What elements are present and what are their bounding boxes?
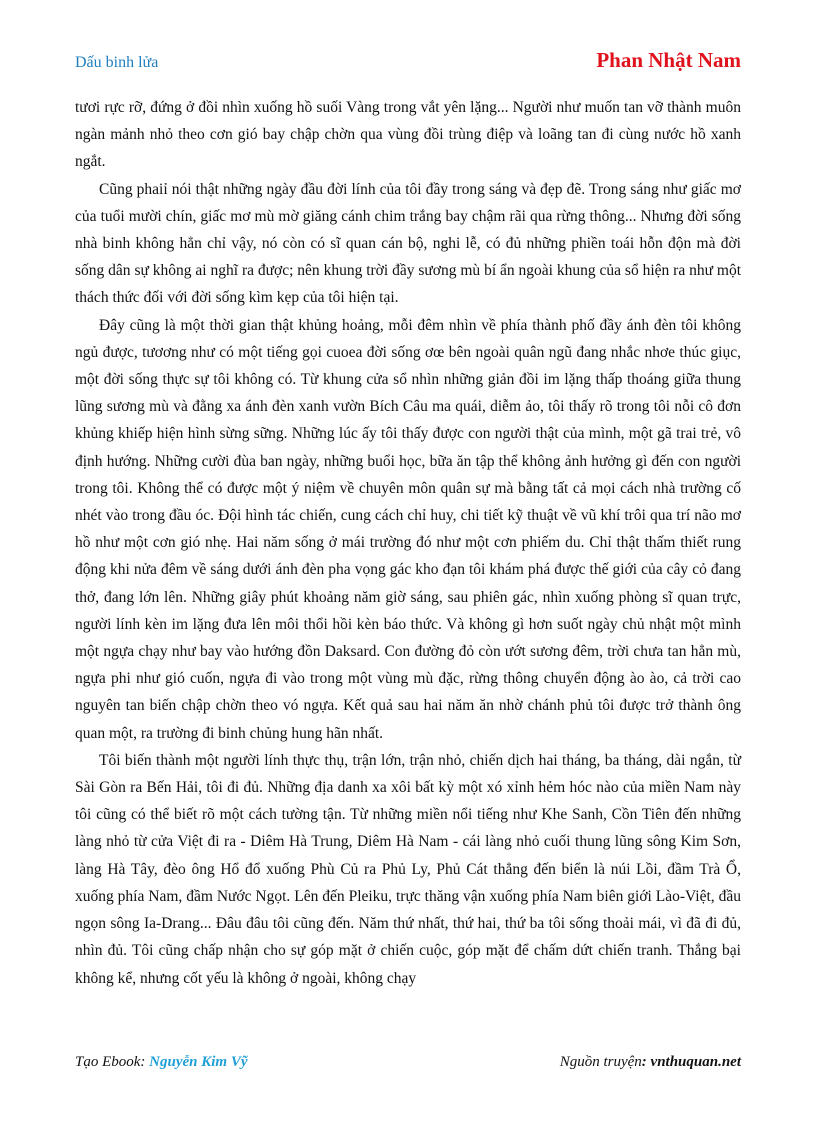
- page-body: [75, 94, 741, 992]
- paragraph-1: tươi rực rỡ, đứng ở đồi nhìn xuống hồ suối Vàng trong vắt yên lặng... Người như muốn tan vỡ thành muôn ngàn mảnh nhỏ theo cơn gió bay chập chờn qua vùng đồi trùng điệp và loãng tan đi cùng nước hồ xanh ngắt.: [75, 99, 741, 171]
- author-name: Phan Nhật Nam: [596, 48, 741, 72]
- ebook-creator: Nguyễn Kim Vỹ: [149, 1054, 248, 1070]
- ebook-credit: Tạo Ebook: Nguyễn Kim Vỹ: [75, 1054, 248, 1070]
- page-footer: [75, 1054, 741, 1078]
- ebook-label: Tạo Ebook: [75, 1054, 141, 1070]
- page-header: [75, 48, 741, 76]
- source-credit: Nguồn truyện: vnthuquan.net: [559, 1054, 741, 1070]
- source-site: vnthuquan.net: [650, 1054, 741, 1070]
- paragraph-2: Cũng phaiỉ nói thật những ngày đầu đời lính của tôi đầy trong sáng và đẹp đẽ. Trong sáng như giấc mơ của tuổi mười chín, giấc mơ mù mờ giăng cánh chim trắng bay chậm rãi qua rừng thông... Nhưng đời sống nhà binh không hẳn chỉ vậy, nó còn có sĩ quan cán bộ, nghi lễ, có đủ những phiền toái hỗn độn mà đời sống dân sự không ai nghĩ ra được; nên khung trời đầy sương mù bí ẩn ngoài khung của sổ hiện ra như một thách thức đối với đời sống kìm kẹp của tôi hiện tại.: [75, 180, 741, 307]
- source-label: Nguồn truyện: [559, 1054, 642, 1070]
- book-title: Dấu binh lửa: [75, 54, 159, 71]
- paragraph-4: Tôi biến thành một người lính thực thụ, trận lớn, trận nhỏ, chiến dịch hai tháng, ba tháng, dài ngắn, từ Sài Gòn ra Bến Hải, tôi đi đủ. Những địa danh xa xôi bất kỳ một xó xỉnh hẻm hóc nào của miền Nam này tôi cũng có thể biết rõ một cách tường tận. Từ những miền nổi tiếng như Khe Sanh, Cồn Tiên đến những làng nhỏ từ cửa Việt đi ra - Diêm Hà Trung, Diêm Hà Nam - cái làng nhỏ cuối thung lũng sông Kim Sơn, làng Hà Tây, đèo ông Hổ đổ xuống Phù Củ ra Phủ Ly, Phủ Cát thẳng đến biển là núi Lồi, đầm Trà Ổ, xuống phía Nam, đầm Nước Ngọt. Lên đến Pleiku, trực thăng vận xuống phía Nam biên giới Lào-Việt, đầu ngọn sông Ia-Drang... Đâu đâu tôi cũng đến. Năm thứ nhất, thứ hai, thứ ba tôi sống thoải mái, vì đã đi đủ, nhìn đủ. Tôi cũng chấp nhận cho sự góp mặt ở chiến cuộc, góp mặt để chấm dứt chiến tranh. Thắng bại không kể, nhưng cốt yếu là không ở ngoài, không chạy: [75, 751, 741, 987]
- paragraph-3: Đây cũng là một thời gian thật khủng hoảng, mỗi đêm nhìn về phía thành phố đầy ánh đèn tôi không ngủ được, tươơng như có một tiếng gọi cuoea đời sống ơœ bên ngoài quân ngũ đang nhắc nhơe thúc giục, một đời sống thực sự tôi không có. Từ khung cửa sổ nhìn những giản đồi im lặng thấp thoáng giữa thung lũng sương mù và đằng xa ánh đèn xanh vườn Bích Câu ma quái, diễm ảo, tôi thấy rõ trong tôi nỗi cô đơn khủng khiếp hiện hình sừng sững. Những lúc ấy tôi thấy được con người thật của mình, một gã trai trẻ, vô định hướng. Những cười đùa ban ngày, những buổi học, bữa ăn tập thể không ảnh hưởng gì đến con người trong tôi. Không thể có được một ý niệm về chuyên môn quân sự mà bằng tất cả mọi cách nhà trường cố nhét vào trong đầu óc. Đội hình tác chiến, cung cách chỉ huy, chi tiết kỹ thuật về vũ khí trôi qua trí não mơ hồ như một cơn gió nhẹ. Hai năm sống ở mái trường đó như một cơn phiếm du. Chỉ thật thấm thiết rung động khi nửa đêm về sáng dưới ánh đèn pha vọng gác kho đạn tôi khám phá được thế giới của cây cỏ đang thở, đang lớn lên. Những giây phút khoảng năm giờ sáng, sau phiên gác, nhìn xuống phòng sĩ quan trực, người lính kèn im lặng đưa lên môi thổi hồi kèn báo thức. Và không gì hơn suốt ngày chủ nhật một mình một ngựa chạy như bay vào hướng đồn Daksard. Con đường đỏ còn ướt sương đêm, trời chưa tan hẳn mù, ngựa phi như gió cuốn, ngựa đi vào trong một vùng mù đặc, rừng thông chuyển động ào ào, cả trời cao nguyên tan biến chập chờn theo vó ngựa. Kết quả sau hai năm ăn nhờ chánh phủ tôi được trở thành ông quan một, ra trường đi binh chủng hung hãn nhất.: [75, 316, 741, 742]
